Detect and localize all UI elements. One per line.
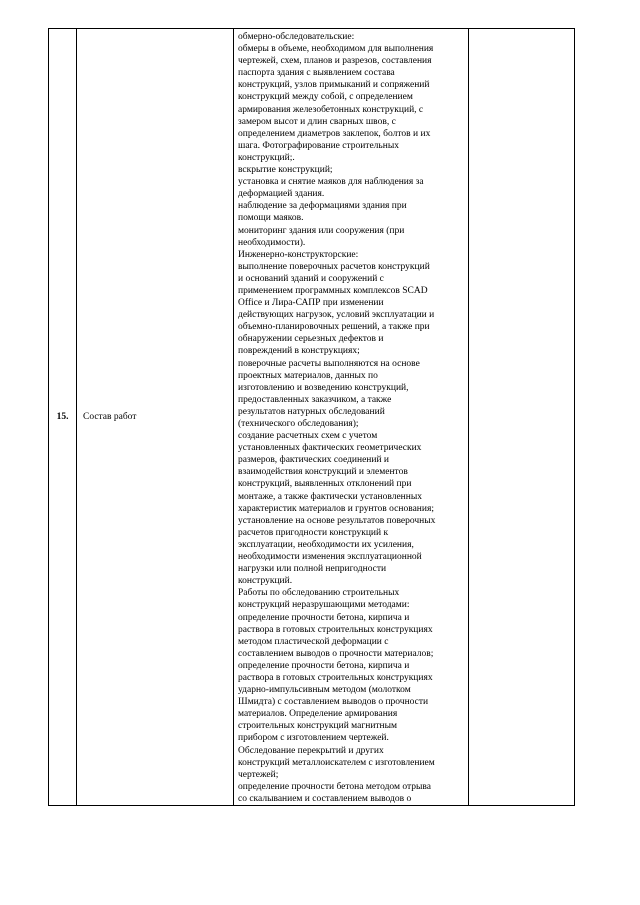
description-line: размеров, фактических соединений и xyxy=(238,455,390,466)
description-line: Работы по обследованию строительных xyxy=(238,588,400,599)
description-line: ударно-импульсивным методом (молотком xyxy=(238,685,411,696)
description-line: конструкций;. xyxy=(238,152,295,163)
description-line: Инженерно-конструкторские: xyxy=(238,249,359,260)
description-line: мониторинг здания или сооружения (при xyxy=(238,225,405,236)
description-line: Обследование перекрытий и других xyxy=(238,745,384,756)
description-line: материалов. Определение армирования xyxy=(238,709,398,720)
description-line: обмерно-обследовательские: xyxy=(238,32,355,42)
description-line: конструкций, выявленных отклонений при xyxy=(238,479,412,490)
description-line: определением диаметров заклепок, болтов и их xyxy=(238,128,431,139)
row-number: 15. xyxy=(56,412,69,422)
description-line: наблюдение за деформациями здания при xyxy=(238,201,407,212)
description-line: установленных фактических геометрических xyxy=(238,443,422,454)
description-line: составлением выводов о прочности материалов; xyxy=(238,648,434,659)
description-line: замером высот и длин сварных швов, с xyxy=(238,116,396,127)
table-row xyxy=(49,29,575,806)
description-line: Office и Лира-САПР при изменении xyxy=(238,298,384,309)
row-number-cell xyxy=(49,29,77,806)
description-line: определение прочности бетона, кирпича и xyxy=(238,612,410,623)
description-line: обмеры в объеме, необходимом для выполнения xyxy=(238,44,434,55)
description-line: чертежей; xyxy=(238,769,279,780)
description-line: раствора в готовых строительных конструкциях xyxy=(238,624,433,635)
description-line: применением программных комплексов SCAD xyxy=(238,285,428,296)
row-name-cell xyxy=(77,29,234,806)
description-line: со скалыванием и составлением выводов о xyxy=(238,793,412,804)
description-line: результатов натурных обследований xyxy=(238,406,385,417)
description-line: характеристик материалов и грунтов основания; xyxy=(238,503,434,514)
description-line: определение прочности бетона, кирпича и xyxy=(238,660,410,671)
description-line: объемно-планировочных решений, а также при xyxy=(238,322,430,333)
description-line: нагрузки или полной непригодности xyxy=(238,564,387,575)
description-line: строительных конструкций магнитным xyxy=(238,721,398,732)
description-line: необходимости изменения эксплуатационной xyxy=(238,552,422,563)
description-line: выполнение поверочных расчетов конструкций xyxy=(238,261,430,272)
works-table xyxy=(48,28,575,806)
description-line: помощи маяков. xyxy=(238,213,304,224)
description-line: установка и снятие маяков для наблюдения за xyxy=(238,177,424,188)
description-line: конструкций металлоискателем с изготовлением xyxy=(238,757,435,768)
description-line: и оснований зданий и сооружений с xyxy=(238,273,384,284)
description-line: прибором с изготовлением чертежей. xyxy=(238,733,389,744)
description-line: конструкций неразрушающими методами: xyxy=(238,600,410,611)
description-line: определение прочности бетона методом отрыва xyxy=(238,781,431,792)
description-line: создание расчетных схем с учетом xyxy=(238,431,378,442)
description-line: проектных материалов, данных по xyxy=(238,370,378,381)
description-line: монтаже, а также фактически установленных xyxy=(238,491,422,502)
row-description-cell xyxy=(234,29,469,806)
description-line: предоставленных заказчиком, а также xyxy=(238,394,392,405)
description-line: шага. Фотографирование строительных xyxy=(238,140,399,151)
row-empty-cell xyxy=(469,29,575,806)
description-line: взаимодействия конструкций и элементов xyxy=(238,467,408,478)
description-line: установление на основе результатов поверочных xyxy=(238,515,436,526)
description-line: поверочные расчеты выполняются на основе xyxy=(238,358,420,369)
description-line: действующих нагрузок, условий эксплуатации и xyxy=(238,310,435,321)
description-line: (технического обследования); xyxy=(238,419,359,429)
description-line: армирования железобетонных конструкций, с xyxy=(238,104,424,115)
description-line: изготовлению и возведению конструкций, xyxy=(238,382,409,393)
description-line: паспорта здания с выявлением состава xyxy=(238,68,395,79)
description-line: конструкций. xyxy=(238,576,293,587)
description-line: повреждений в конструкциях; xyxy=(238,346,360,357)
description-line: расчетов пригодности конструкций к xyxy=(238,527,389,538)
description-line: эксплуатации, необходимости их усиления, xyxy=(238,539,414,550)
description-line: деформацией здания. xyxy=(238,189,325,200)
description-line: Шмидта) с составлением выводов о прочности xyxy=(238,697,429,708)
description-line: вскрытие конструкций; xyxy=(238,165,333,176)
row-name: Состав работ xyxy=(83,412,137,422)
description-line: обнаружении серьезных дефектов и xyxy=(238,334,384,345)
row-description xyxy=(234,29,468,805)
description-line: чертежей, схем, планов и разрезов, составления xyxy=(238,56,432,67)
description-line: необходимости). xyxy=(238,237,306,248)
description-line: методом пластической деформации с xyxy=(238,636,389,647)
description-line: раствора в готовых строительных конструкциях xyxy=(238,672,433,683)
description-line: конструкций, узлов примыканий и сопряжений xyxy=(238,80,430,91)
description-line: конструкций между собой, с определением xyxy=(238,92,413,103)
